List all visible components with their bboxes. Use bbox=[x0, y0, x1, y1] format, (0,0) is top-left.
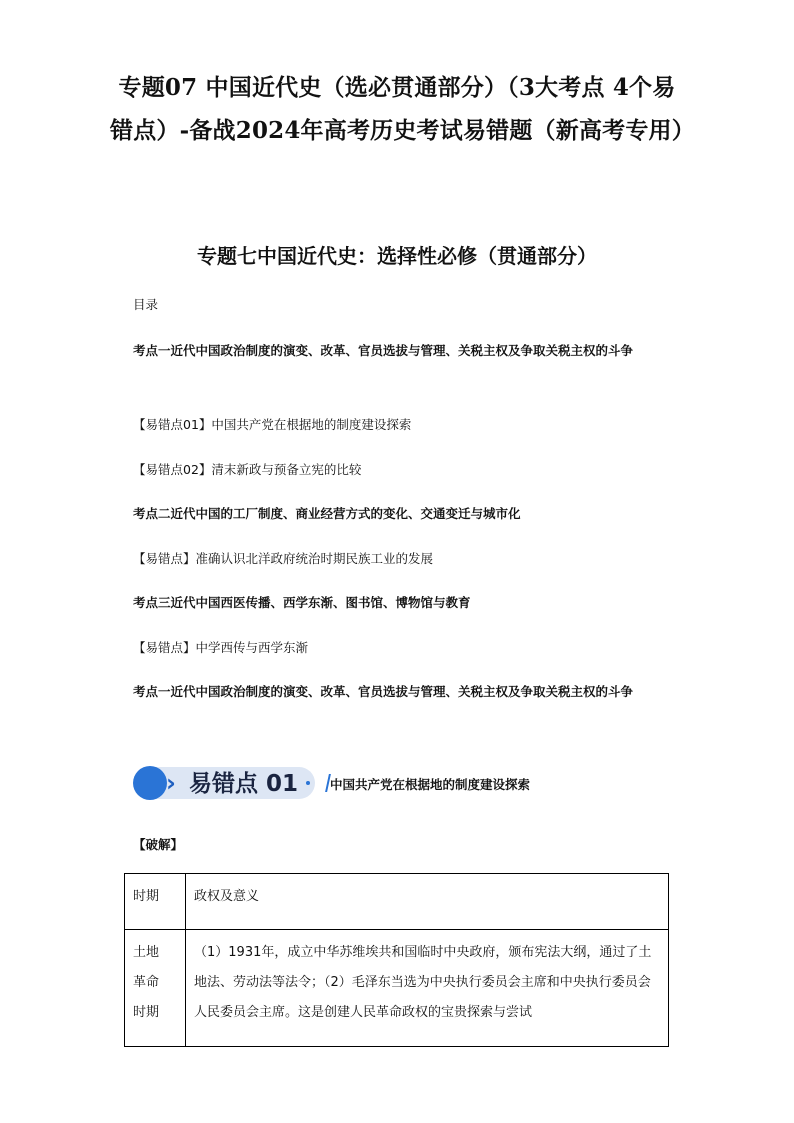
toc-item-error-01: 【易错点01】中国共产党在根据地的制度建设探索 bbox=[133, 417, 412, 432]
error-point-banner bbox=[133, 764, 333, 804]
table-header-period: 时期 bbox=[125, 874, 186, 930]
analysis-label: 【破解】 bbox=[133, 837, 184, 852]
banner-tail-decoration bbox=[311, 774, 331, 792]
chevron-right-icon: › bbox=[166, 769, 176, 797]
banner-title bbox=[189, 768, 298, 800]
banner-circle-icon bbox=[133, 766, 167, 800]
banner-subtitle: 中国共产党在根据地的制度建设探索 bbox=[330, 777, 531, 792]
document-title: 专题07 中国近代史（选必贯通部分）（3大考点 4个易错点）-备战2024年高考历史考试易错题（新高考专用） bbox=[110, 74, 695, 144]
toc-item-kaodian-1: 考点一近代中国政治制度的演变、改革、官员选拔与管理、关税主权及争取关税主权的斗争 bbox=[133, 343, 634, 358]
section-title: 专题七中国近代史：选择性必修（贯通部分） bbox=[197, 244, 597, 268]
table-row bbox=[125, 930, 669, 1047]
analysis-table bbox=[124, 873, 669, 1047]
table-header-row bbox=[125, 874, 669, 930]
banner-number: 01 bbox=[266, 771, 299, 797]
toc-item-error-beiyang: 【易错点】准确认识北洋政府统治时期民族工业的发展 bbox=[133, 551, 434, 566]
toc-item-error-xixue: 【易错点】中学西传与西学东渐 bbox=[133, 640, 309, 655]
toc-item-kaodian-2: 考点二近代中国的工厂制度、商业经营方式的变化、交通变迁与城市化 bbox=[133, 506, 521, 521]
toc-heading: 目录 bbox=[133, 297, 159, 312]
table-cell-period: 土地革命时期 bbox=[125, 930, 186, 1047]
body-heading-kaodian-1: 考点一近代中国政治制度的演变、改革、官员选拔与管理、关税主权及争取关税主权的斗争 bbox=[133, 684, 634, 699]
toc-item-error-02: 【易错点02】清末新政与预备立宪的比较 bbox=[133, 462, 362, 477]
toc-item-kaodian-3: 考点三近代中国西医传播、西学东渐、图书馆、博物馆与教育 bbox=[133, 595, 471, 610]
banner-dot-icon bbox=[306, 781, 310, 785]
table-cell-content: （1）1931年，成立中华苏维埃共和国临时中央政府，颁布宪法大纲，通过了土地法、劳动法等法令；（2）毛泽东当选为中央执行委员会主席和中央执行委员会人民委员会主席。这是创建人民革命政权的宝贵探索与尝试 bbox=[186, 930, 669, 1047]
banner-label: 易错点 bbox=[189, 771, 258, 797]
table-header-content: 政权及意义 bbox=[186, 874, 669, 930]
